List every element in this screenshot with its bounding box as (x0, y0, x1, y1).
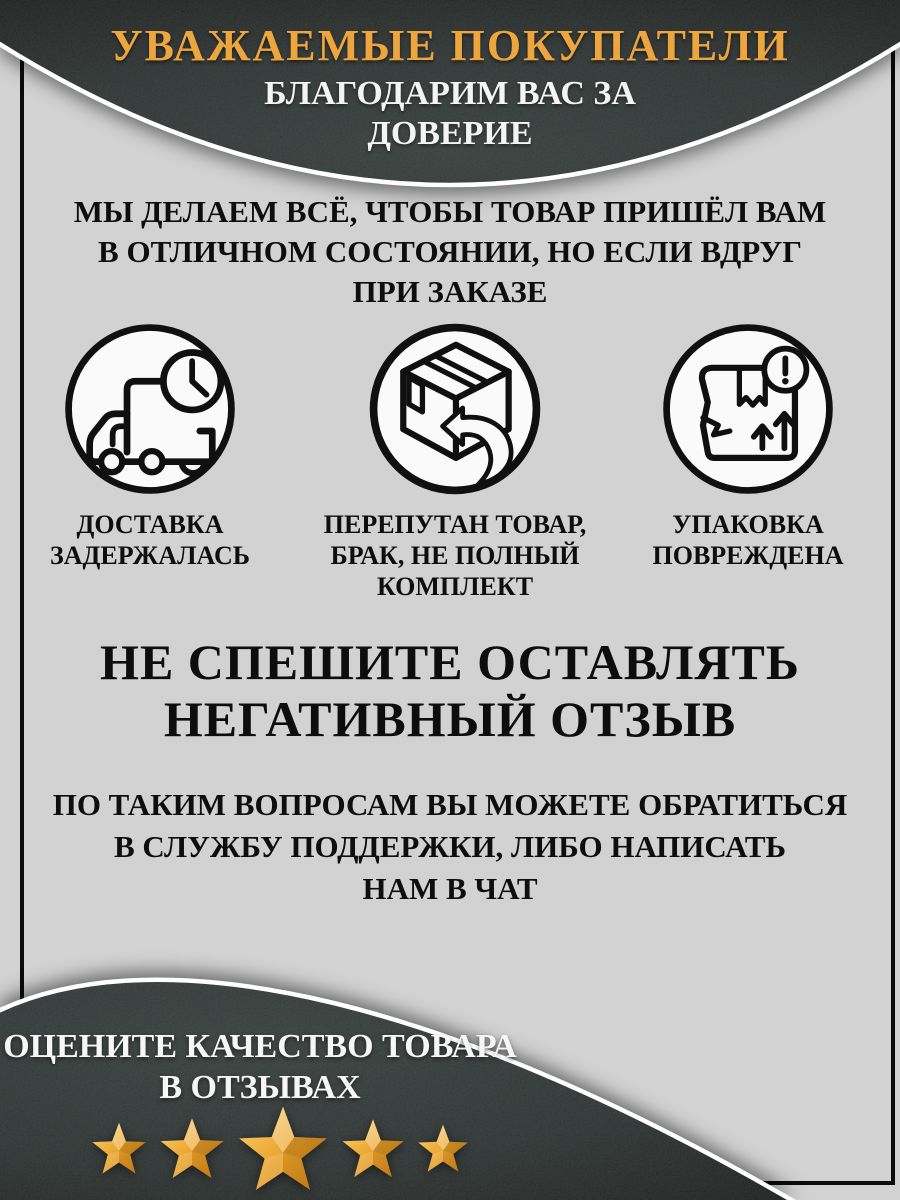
star-icon (159, 1115, 225, 1181)
intro-line: В ОТЛИЧНОМ СОСТОЯНИИ, НО ЕСЛИ ВДРУГ (98, 234, 802, 269)
header-subtitle (0, 74, 900, 154)
support-line: В СЛУЖБУ ПОДДЕРЖКИ, ЛИБО НАПИСАТЬ (113, 829, 787, 864)
support-paragraph (0, 784, 900, 910)
intro-paragraph (0, 192, 900, 312)
header-subtitle-line1: БЛАГОДАРИМ ВАС ЗА (264, 75, 636, 112)
wrong-item-icon (364, 318, 546, 500)
intro-line: ПРИ ЗАКАЗЕ (352, 274, 548, 309)
support-line: НАМ В ЧАТ (362, 871, 538, 906)
issue-wrong-item (305, 318, 605, 602)
issue-label-line: ЗАДЕРЖАЛАСЬ (49, 541, 250, 570)
issue-label-line: УПАКОВКА (672, 510, 824, 539)
delivery-delayed-icon (59, 318, 241, 500)
issue-delivery-delayed (0, 318, 300, 571)
footer-cta-line1: ОЦЕНИТЕ КАЧЕСТВО ТОВАРА (3, 1028, 517, 1065)
intro-line: МЫ ДЕЛАЕМ ВСЁ, ЧТОБЫ ТОВАР ПРИШЁЛ ВАМ (73, 194, 827, 229)
issue-label (0, 509, 300, 571)
footer-cta (0, 1026, 520, 1108)
star-icon (417, 1122, 469, 1174)
issue-label (305, 509, 605, 602)
issue-label-line: ДОСТАВКА (76, 510, 224, 539)
damaged-package-icon (657, 318, 839, 500)
warning-line2: НЕГАТИВНЫЙ ОТЗЫВ (163, 691, 737, 747)
star-icon (341, 1116, 405, 1180)
issue-label (598, 509, 898, 571)
header-title: УВАЖАЕМЫЕ ПОКУПАТЕЛИ (110, 21, 790, 70)
issue-label-line: БРАК, НЕ ПОЛНЫЙ (330, 541, 580, 570)
star-icon (91, 1120, 147, 1176)
warning-heading (0, 634, 900, 748)
issue-label-line: ПЕРЕПУТАН ТОВАР, (323, 510, 587, 539)
issue-label-line: ПОВРЕЖДЕНА (652, 541, 844, 570)
rating-stars (50, 1100, 510, 1196)
support-line: ПО ТАКИМ ВОПРОСАМ ВЫ МОЖЕТЕ ОБРАТИТЬСЯ (52, 787, 848, 822)
footer-cta-line2: В ОТЗЫВАХ (159, 1069, 361, 1106)
issue-damaged-package (598, 318, 898, 571)
header-subtitle-line2: ДОВЕРИЕ (367, 115, 533, 152)
star-icon (237, 1102, 329, 1194)
issue-label-line: КОМПЛЕКТ (376, 572, 534, 601)
warning-line1: НЕ СПЕШИТЕ ОСТАВЛЯТЬ (100, 634, 800, 690)
